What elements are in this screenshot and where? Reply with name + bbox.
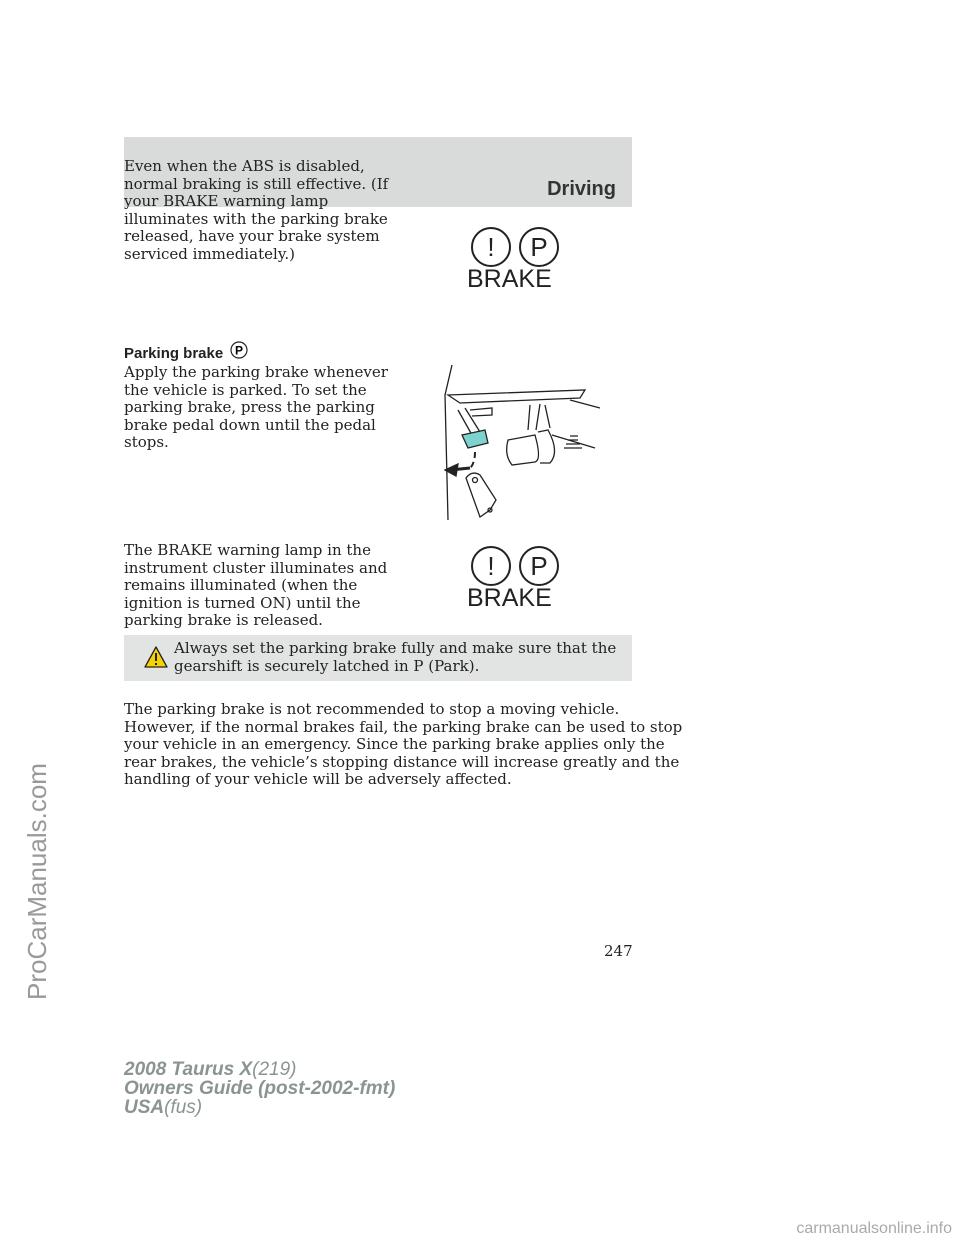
warning-triangle-icon bbox=[143, 645, 169, 669]
parking-brake-pedal-illustration bbox=[400, 360, 620, 530]
manual-page: Driving Even when the ABS is disabled, normal braking is still effective. (If your BRAKE warning lamp illuminates with the parking brake released, have your brake system serviced immediately.) ! P BRAKE Parking brake P Apply the parking brake whenever the vehicle is parked. To set the parking brake, press the parking brake pedal down until the pedal stops. The BRAKE warning lamp in the instrument cluster illuminates and remains illuminated (when the ignition is turned ON) until the parking brake is released. ! P BRAKE Always set the parking brake fully and make sure that the gearshift is securely latched in P (Park). The parking brake is not recommended to stop a moving vehicle. However, if the normal brakes fail, the parking brake can be used to stop your vehicle in an emergency. Since the parking brake applies only the rear brakes, the vehicle’s stopping distance will increase greatly and the handling of your vehicle will be adversely affected. 247 2008 Taurus X(219) Owners Guide (post-2002-fmt) USA(fus) ProCarManuals.com carmanualsonline.info bbox=[0, 0, 960, 1242]
section-title: Driving bbox=[547, 178, 616, 200]
lamp-paragraph: The BRAKE warning lamp in the instrument cluster illuminates and remains illuminated (when the ignition is turned ON) until the parking brake is released. bbox=[124, 541, 388, 630]
parking-brake-heading: Parking brake P bbox=[124, 340, 249, 362]
watermark-left: ProCarManuals.com bbox=[22, 763, 52, 1000]
parking-brake-icon bbox=[229, 340, 249, 360]
abs-paragraph: Even when the ABS is disabled, normal braking is still effective. (If your BRAKE warning lamp illuminates with the parking brake released, have your brake system serviced immediately.) bbox=[124, 157, 389, 263]
svg-text:P: P bbox=[235, 343, 244, 358]
watermark-bottom: carmanualsonline.info bbox=[796, 1220, 952, 1237]
footer: 2008 Taurus X(219) Owners Guide (post-2002-fmt) USA(fus) bbox=[124, 1059, 396, 1118]
apply-paragraph: Apply the parking brake whenever the vehicle is parked. To set the parking brake, press the parking brake pedal down until the pedal stops. bbox=[124, 363, 388, 452]
page-number: 247 bbox=[604, 942, 633, 960]
warning-text: Always set the parking brake fully and make sure that the gearshift is securely latched in P (Park). bbox=[174, 639, 617, 675]
warning-box bbox=[124, 635, 632, 681]
final-paragraph: The parking brake is not recommended to stop a moving vehicle. However, if the normal brakes fail, the parking brake can be used to stop your vehicle in an emergency. Since the parking brake applies only the rear brakes, the vehicle’s stopping distance will increase greatly and the handling of your vehicle will be adversely affected. bbox=[124, 700, 683, 789]
